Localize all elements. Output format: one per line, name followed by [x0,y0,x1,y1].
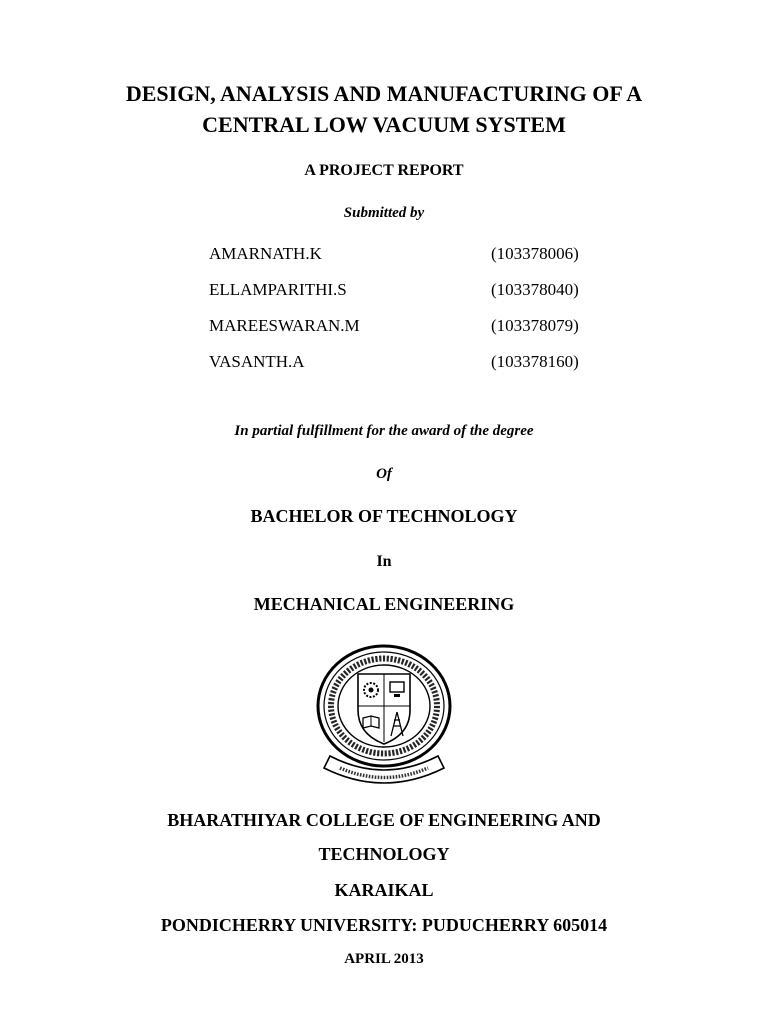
report-type: A PROJECT REPORT [304,162,464,179]
branch-name: MECHANICAL ENGINEERING [253,594,515,614]
in-label: In [376,553,392,570]
college-seal-logo [314,644,454,794]
student-name: VASANTH.A [209,352,305,371]
student-name: AMARNATH.K [209,244,322,263]
report-title-line-2: CENTRAL LOW VACUUM SYSTEM [202,112,566,137]
fulfillment-statement: In partial fulfillment for the award of the degree [234,423,534,439]
submission-date: APRIL 2013 [344,951,424,967]
of-label: Of [376,466,392,482]
student-name: ELLAMPARITHI.S [209,280,347,299]
report-title-line-1: DESIGN, ANALYSIS AND MANUFACTURING OF A [125,81,643,106]
student-row [209,280,629,316]
student-row [209,352,629,388]
university-name: PONDICHERRY UNIVERSITY: PUDUCHERRY 605014 [160,915,608,935]
student-row [209,244,629,280]
submitted-by-label: Submitted by [343,205,425,221]
student-row [209,316,629,352]
student-register-number: (103378040) [491,280,579,299]
student-list [209,244,629,388]
college-name-line-1: BHARATHIYAR COLLEGE OF ENGINEERING AND [167,810,601,830]
degree-name: BACHELOR OF TECHNOLOGY [250,506,518,526]
report-title [0,78,768,140]
college-name-line-2: TECHNOLOGY [318,844,450,864]
college-city: KARAIKAL [334,880,434,900]
student-register-number: (103378006) [491,244,579,263]
student-name: MAREESWARAN.M [209,316,360,335]
student-register-number: (103378160) [491,352,579,371]
student-register-number: (103378079) [491,316,579,335]
